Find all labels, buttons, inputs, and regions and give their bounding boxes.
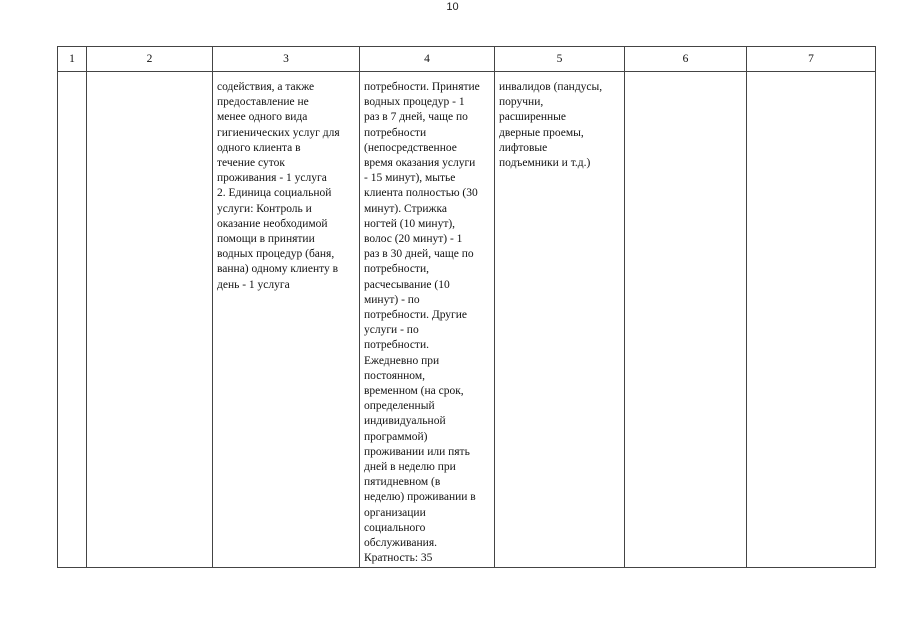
header-col-1: 1 (58, 47, 87, 72)
services-table (57, 46, 876, 568)
table-row (58, 72, 876, 568)
cell-col-6-text (625, 72, 746, 80)
cell-col-3-text: содействия, а также предоставление не менее одного вида гигиенических услуг для одного клиента в течение суток проживания - 1 услуга 2. Единица социальной услуги: Контроль и оказание необходимой помощи в принятии водных процедур (баня, ванна) одному клиенту в день - 1 услуга (217, 81, 340, 291)
cell-col-4-text: потребности. Принятие водных процедур - 1 раз в 7 дней, чаще по потребности (непосредственное время оказания услуги - 15 минут), мытье клиента полностью (30 минут). Стрижка ногтей (10 минут), волос (20 минут) - 1 раз в 30 дней, чаще по потребности, расчесывание (10 минут) - по потребности. Другие услуги - по потребности. Ежедневно при постоянном, временном (на срок, определенный индивидуальной программой) проживании или пять дней в неделю при пятидневном (в неделю) проживании в организации социального обслуживания. Кратность: 35 (364, 81, 480, 565)
page-number: 10 (446, 1, 459, 13)
cell-col-5 (495, 72, 625, 568)
cell-col-6 (625, 72, 747, 568)
cell-col-7-text (747, 72, 875, 80)
cell-col-5-text: инвалидов (пандусы, поручни, расширенные дверные проемы, лифтовые подъемники и т.д.) (499, 81, 603, 170)
cell-col-3 (213, 72, 360, 568)
cell-col-4 (360, 72, 495, 568)
cell-col-2-text (87, 72, 212, 80)
cell-col-7 (747, 72, 876, 568)
header-col-3: 3 (213, 47, 360, 72)
cell-col-1-text (58, 72, 86, 80)
header-col-2: 2 (87, 47, 213, 72)
header-col-5: 5 (495, 47, 625, 72)
header-col-6: 6 (625, 47, 747, 72)
header-col-7: 7 (747, 47, 876, 72)
cell-col-1 (58, 72, 87, 568)
cell-col-2 (87, 72, 213, 568)
header-col-4: 4 (360, 47, 495, 72)
header-row (58, 47, 876, 72)
